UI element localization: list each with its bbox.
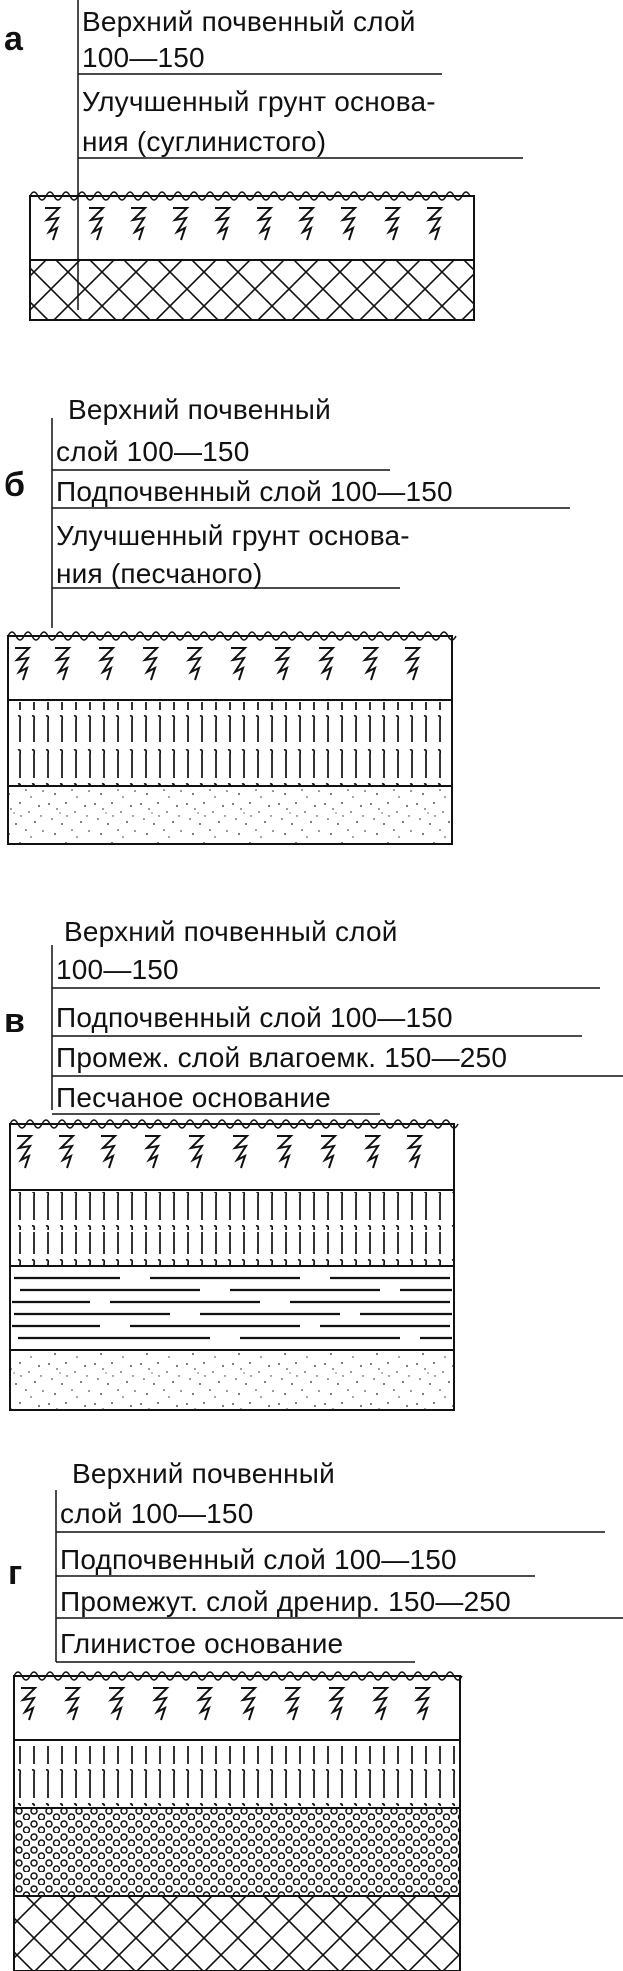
- diagram-b-label-4: Улучшенный грунт основа-: [56, 520, 410, 551]
- diagram-a-label-4: ния (суглинистого): [82, 126, 327, 157]
- diagram-a-label-3: Улучшенный грунт основа-: [82, 86, 436, 117]
- diagram-v-label-1: Верхний почвенный слой: [64, 916, 398, 947]
- diagram-v-label-2: 100—150: [56, 954, 179, 985]
- diagram-b-label-5: ния (песчаного): [56, 558, 263, 589]
- diagram-b-label-2: слой 100—150: [56, 436, 250, 467]
- diagram-v-label-5: Песчаное основание: [56, 1082, 331, 1113]
- diagram-g-label-2: слой 100—150: [60, 1498, 254, 1529]
- diagram-v-letter: в: [4, 1002, 25, 1040]
- diagram-g-label-1: Верхний почвенный: [72, 1458, 335, 1489]
- diagram-g-label-4: Промежут. слой дренир. 150—250: [60, 1586, 511, 1617]
- diagram-v-label-4: Промеж. слой влагоемк. 150—250: [56, 1042, 508, 1073]
- diagram-g-letter: г: [8, 1554, 23, 1592]
- diagram-a-label-2: 100—150: [82, 42, 205, 73]
- diagram-b-letter: б: [4, 466, 26, 504]
- diagram-a-letter: а: [4, 20, 23, 58]
- diagram-b-label-1: Верхний почвенный: [68, 394, 331, 425]
- diagram-g-label-3: Подпочвенный слой 100—150: [60, 1544, 457, 1575]
- diagram-v-label-3: Подпочвенный слой 100—150: [56, 1002, 453, 1033]
- diagram-a-label-1: Верхний почвенный слой: [82, 6, 416, 37]
- diagram-g-label-5: Глинистое основание: [60, 1628, 344, 1659]
- diagram-b-label-3: Подпочвенный слой 100—150: [56, 476, 453, 507]
